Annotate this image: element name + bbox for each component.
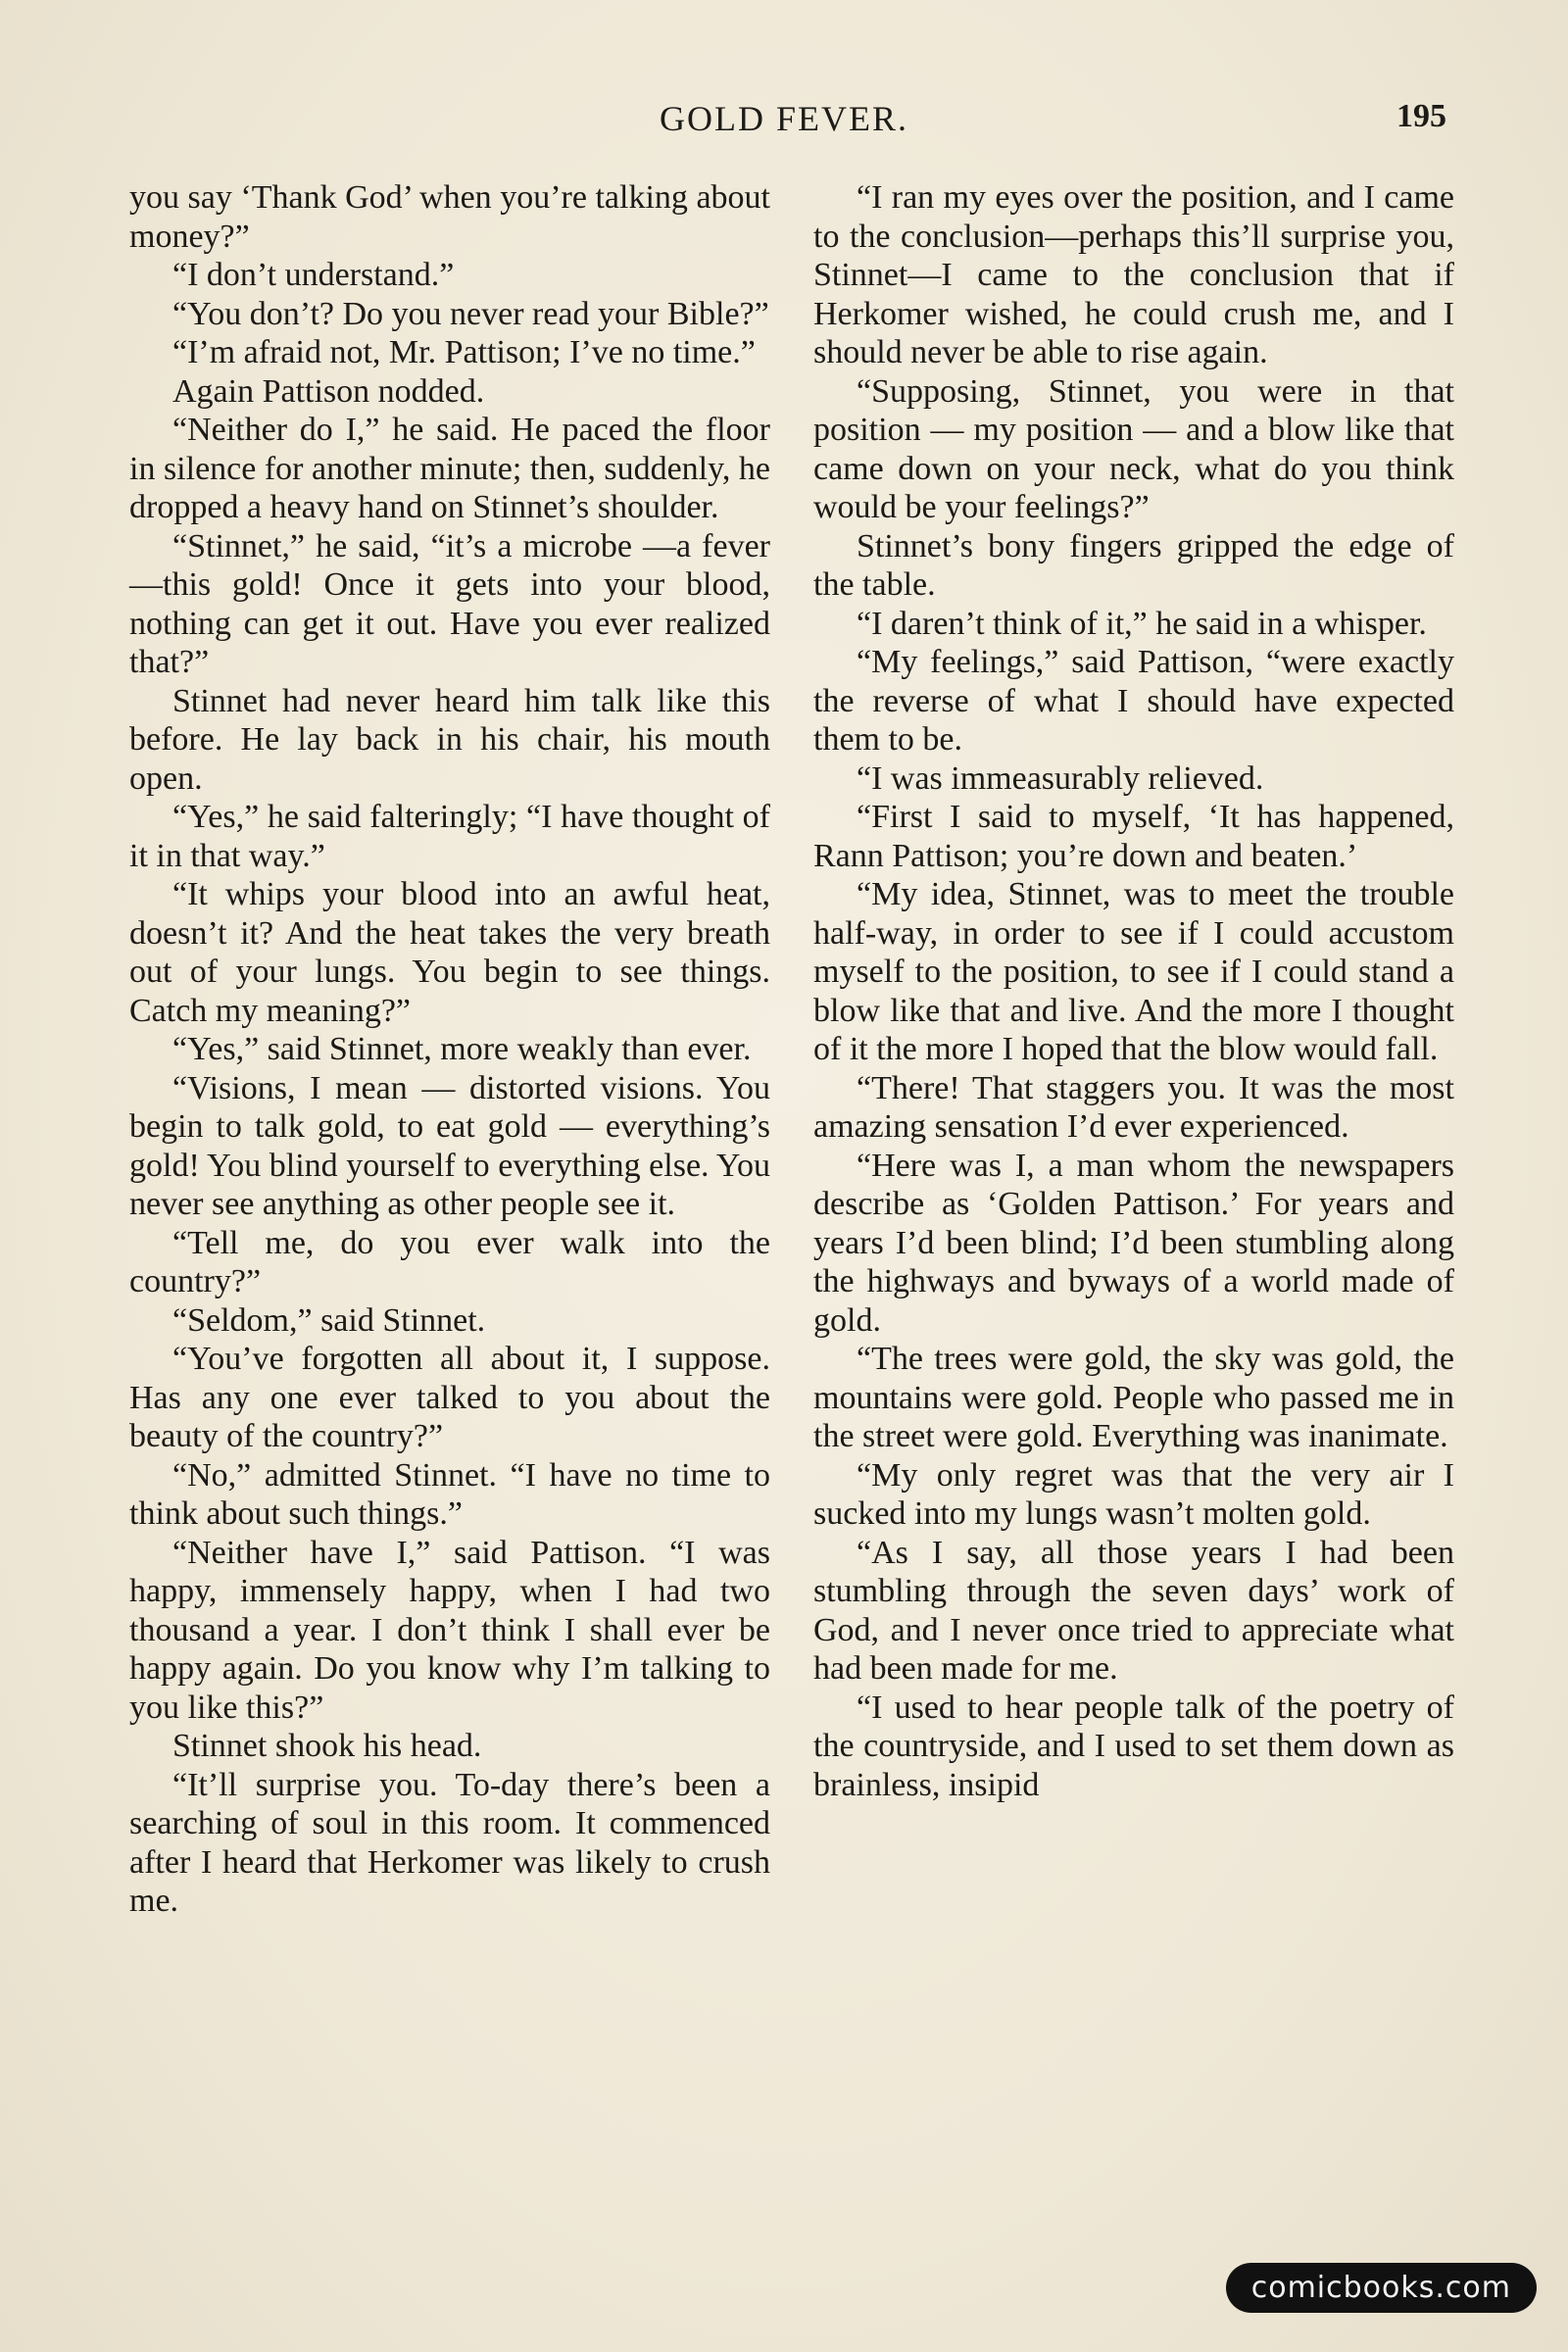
paragraph: “Stinnet,” he said, “it’s a microbe —a fever—this gold! Once it gets into your blood, nothing can get it out. Have you ever realized that?” [129, 527, 770, 680]
paragraph: “I was immeasurably relieved. [857, 760, 1264, 797]
paragraph: “Supposing, Stinnet, you were in that position — my position — and a blow like that came down on your neck, what do you think would be your feelings?” [813, 372, 1454, 525]
paragraph: “First I said to myself, ‘It has happened, Rann Pattison; you’re down and beaten.’ [813, 799, 1454, 874]
paragraph: “As I say, all those years I had been stumbling through the seven days’ work of God, and I never once tried to appreciate what had been made for me. [813, 1534, 1454, 1687]
paragraph: “I daren’t think of it,” he said in a whisper. [857, 605, 1427, 642]
paragraph: “There! That staggers you. It was the most amazing sensation I’d ever experienced. [813, 1069, 1454, 1145]
paragraph: “I don’t understand.” [172, 257, 455, 293]
paragraph: “Neither have I,” said Pattison. “I was happy, immensely happy, when I had two thousand a year. I don’t think I shall ever be happy again. Do you know why I’m talking to you like this?” [129, 1534, 770, 1726]
paragraph: “It whips your blood into an awful heat, doesn’t it? And the heat takes the very breath out of your lungs. You begin to see things. Catch my meaning?” [129, 876, 770, 1029]
paragraph: Stinnet had never heard him talk like this before. He lay back in his chair, his mouth open. [129, 682, 770, 797]
paragraph: “My idea, Stinnet, was to meet the trouble half-way, in order to see if I could accustom myself to the position, to see if I could stand a blow like that and live. And the more I thought of it the more I hoped that the blow would fall. [813, 876, 1454, 1067]
paragraph: “Here was I, a man whom the newspapers describe as ‘Golden Pattison.’ For years and years I’d been blind; I’d been stumbling along the highways and byways of a world made of gold. [813, 1147, 1454, 1339]
paragraph: “I used to hear people talk of the poetry of the countryside, and I used to set them down as brainless, insipid [813, 1689, 1454, 1803]
paragraph: “Neither do I,” he said. He paced the floor in silence for another minute; then, suddenly, he dropped a heavy hand on Stinnet’s shoulder. [129, 412, 771, 525]
running-title: GOLD FEVER. [660, 99, 908, 138]
page-number: 195 [1396, 98, 1446, 134]
paragraph: “No,” admitted Stinnet. “I have no time to think about such things.” [129, 1456, 770, 1532]
paragraph: “Seldom,” said Stinnet. [172, 1301, 486, 1339]
paragraph: “My feelings,” said Pattison, “were exactly the reverse of what I should have expected them to be. [813, 644, 1454, 758]
left-column [129, 178, 770, 1921]
right-column [813, 178, 1454, 1804]
paragraph: “You don’t? Do you never read your Bible?” [172, 295, 769, 332]
paragraph: you say ‘Thank God’ when you’re talking about money?” [129, 179, 770, 255]
paragraph: “You’ve forgotten all about it, I suppose. Has any one ever talked to you about the beauty of the country?” [129, 1341, 770, 1454]
paragraph: Stinnet’s bony fingers gripped the edge of the table. [813, 527, 1454, 603]
paragraph: “I’m afraid not, Mr. Pattison; I’ve no time.” [172, 334, 756, 370]
paragraph: “Yes,” said Stinnet, more weakly than ever. [172, 1031, 752, 1067]
paragraph: Again Pattison nodded. [172, 372, 485, 410]
watermark-badge: comicbooks.com [1226, 2263, 1537, 2313]
paragraph: “I ran my eyes over the position, and I came to the conclusion—perhaps this’ll surprise you, Stinnet—I came to the conclusion that if Herkomer wished, he could crush me, and I should never be able to rise again. [813, 179, 1454, 370]
paragraph: “Visions, I mean — distorted visions. You begin to talk gold, to eat gold — everything’s gold! You blind yourself to everything else. You never see anything as other people see it. [129, 1069, 770, 1222]
paragraph: “It’ll surprise you. To-day there’s been a searching of soul in this room. It commenced after I heard that Herkomer was likely to crush me. [129, 1766, 770, 1919]
paragraph: “Tell me, do you ever walk into the country?” [129, 1224, 770, 1299]
paragraph: “My only regret was that the very air I sucked into my lungs wasn’t molten gold. [813, 1456, 1454, 1532]
paragraph: “Yes,” he said falteringly; “I have thought of it in that way.” [129, 799, 770, 874]
paragraph: “The trees were gold, the sky was gold, the mountains were gold. People who passed me in the street were gold. Everything was inanimate. [813, 1341, 1454, 1454]
paragraph: Stinnet shook his head. [172, 1728, 482, 1764]
